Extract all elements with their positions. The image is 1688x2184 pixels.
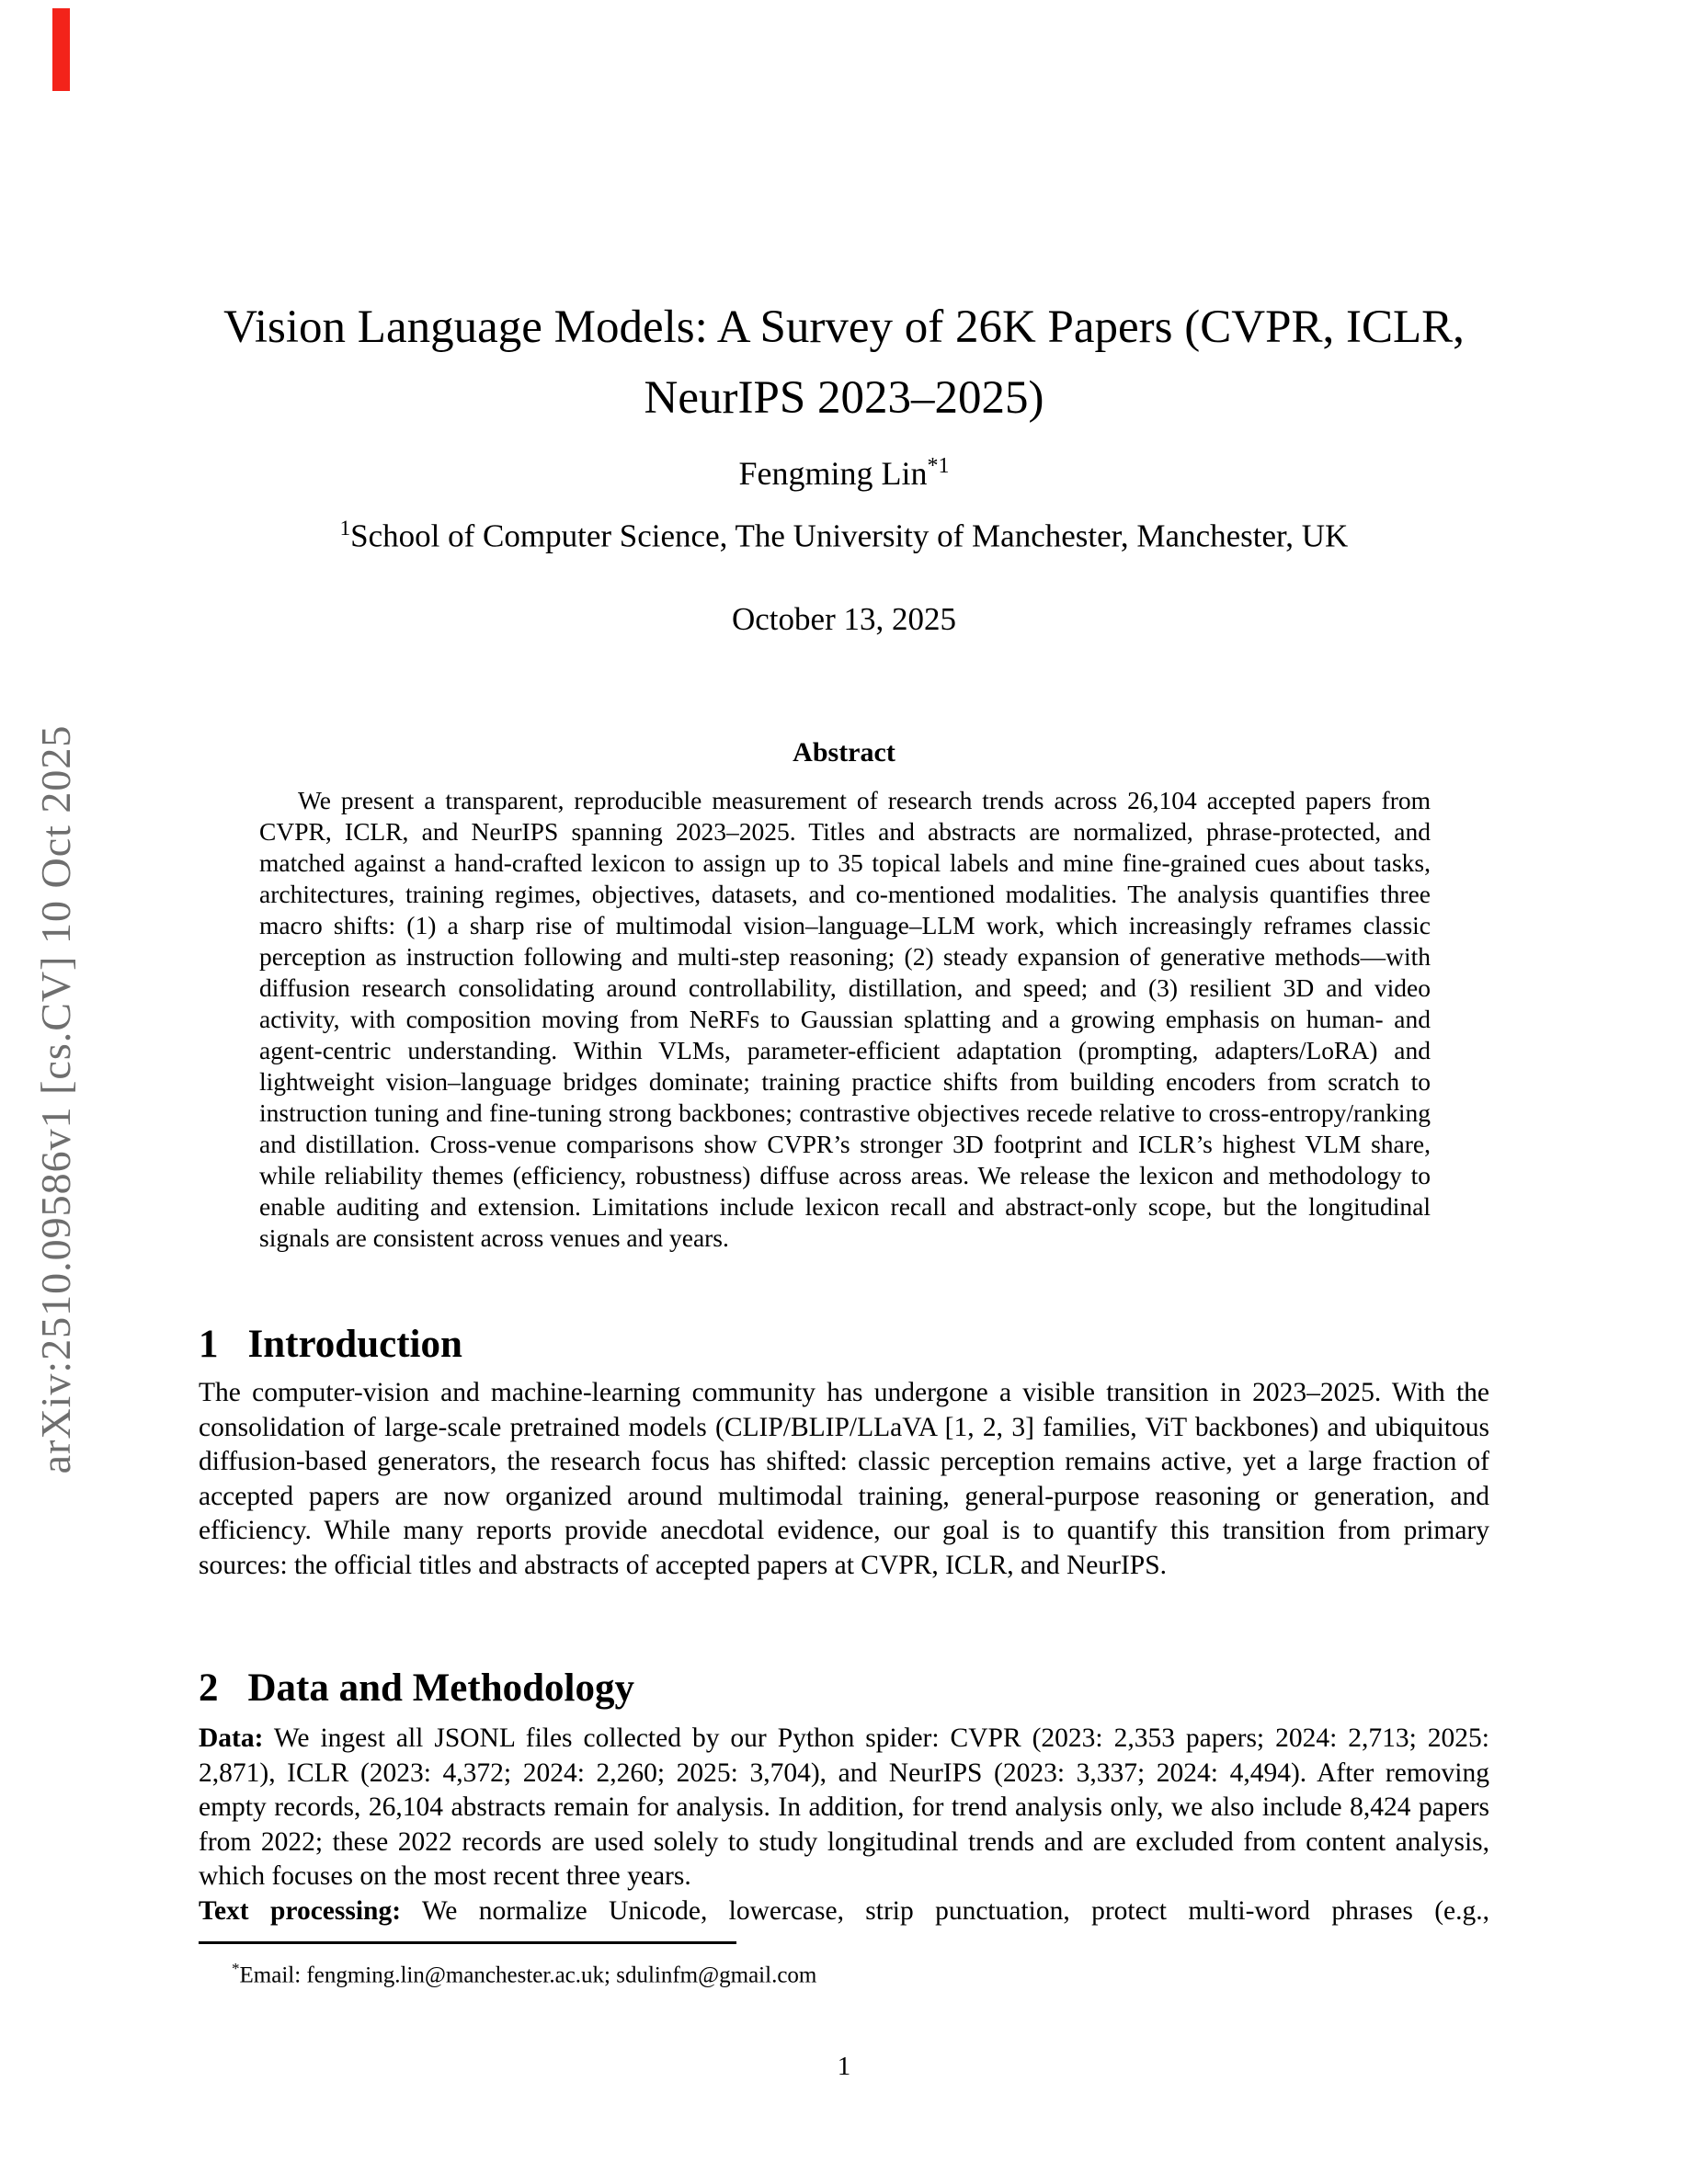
page-number: 1 [837,2052,851,2081]
section-1-title: Introduction [247,1323,462,1366]
affiliation-line [199,517,1489,555]
introduction-paragraph [199,1376,1489,1583]
author-line [199,454,1489,493]
affiliation-text: School of Computer Science, The University of Manchester, Manchester, UK [350,518,1349,554]
section-2-heading [199,1666,1489,1711]
affiliation-marker: 1 [339,517,351,540]
arxiv-sidebar-stamp: arXiv:2510.09586v1 [cs.CV] 10 Oct 2025 [32,724,79,1474]
introduction-body [199,1376,1489,1583]
data-paragraph-label: Data: [199,1723,264,1753]
red-annotation-mark [52,8,70,91]
section-2-title: Data and Methodology [247,1666,634,1710]
paragraph-text: We normalize Unicode, lowercase, strip punctuation, protect multi-word phrases (e.g., [421,1895,1489,1926]
date-line: October 13, 2025 [732,601,956,637]
section-1-heading [199,1322,1489,1367]
data-paragraph [199,1722,1489,1894]
text-processing-paragraph [199,1894,1489,1929]
paragraph-text: The computer-vision and machine-learning community has undergone a visible transition in 2023–2025. With the consolidation of large-scale pretrained models (CLIP/BLIP/LLaVA [1, 2, 3] families, ViT backbones) and ubiquitous diffusion-based generators, the research focus has shifted: classic perception remains active, yet a large fraction of accepted papers are now organized around multimodal training, general-purpose reasoning or generation, and efficiency. While many reports provide anecdotal evidence, our goal is to quantify this transition from primary sources: the official titles and abstracts of accepted papers at CVPR, ICLR, and NeurIPS. [199,1378,1489,1580]
email-footnote [199,1955,1489,1989]
text-processing-label: Text processing: [199,1895,402,1926]
abstract-heading: Abstract [793,737,895,768]
author-marker: *1 [927,454,950,478]
author-name: Fengming Lin [738,455,928,492]
section-2-number: 2 [199,1666,219,1710]
abstract-text: We present a transparent, reproducible measurement of research trends across 26,104 accepted papers from CVPR, ICLR, and NeurIPS spanning 2023–2025. Titles and abstracts are normalized, phrase-protected, and matched against a hand-crafted lexicon to assign up to 35 topical labels and mine fine-grained cues about tasks, architectures, training regimes, objectives, datasets, and co-mentioned modalities. The analysis quantifies three macro shifts: (1) a sharp rise of multimodal vision–language–LLM work, which increasingly reframes classic perception as instruction following and multi-step reasoning; (2) steady expansion of generative methods—with diffusion research consolidating around controllability, distillation, and speed; and (3) resilient 3D and video activity, with composition moving from NeRFs to Gaussian splatting and a growing emphasis on human- and agent-centric understanding. Within VLMs, parameter-efficient adaptation (prompting, adapters/LoRA) and lightweight vision–language bridges dominate; training practice shifts from building encoders from scratch to instruction tuning and fine-tuning strong backbones; contrastive objectives recede relative to cross-entropy/ranking and distillation. Cross-venue comparisons show CVPR’s stronger 3D footprint and ICLR’s highest VLM share, while reliability themes (efficiency, robustness) diffuse across areas. We release the lexicon and methodology to enable auditing and extension. Limitations include lexicon recall and abstract-only scope, but the longitudinal signals are consistent across venues and years. [259,786,1431,1252]
paragraph-text: We ingest all JSONL files collected by our Python spider: CVPR (2023: 2,353 papers; 2024: 2,713; 2025: 2,871), ICLR (2023: 4,372; 2024: 2,260; 2025: 3,704), and NeurIPS (2023: 3,337; 2024: 4,494). After removing empty records, 26,104 abstracts remain for analysis. In addition, for trend analysis only, we also include 8,424 papers from 2022; these 2022 records are used solely to study longitudinal trends and are excluded from content analysis, which focuses on the most recent three years. [199,1723,1490,1891]
footnote-text: Email: fengming.lin@manchester.ac.uk; sdulinfm@gmail.com [239,1962,817,1988]
paper-title: Vision Language Models: A Survey of 26K Papers (CVPR, ICLR, NeurIPS 2023–2025) [223,301,1465,424]
section-1-number: 1 [199,1323,219,1366]
footnote-marker: * [232,1960,240,1977]
data-methodology-body [199,1722,1489,1928]
footnote-rule [199,1941,736,1944]
